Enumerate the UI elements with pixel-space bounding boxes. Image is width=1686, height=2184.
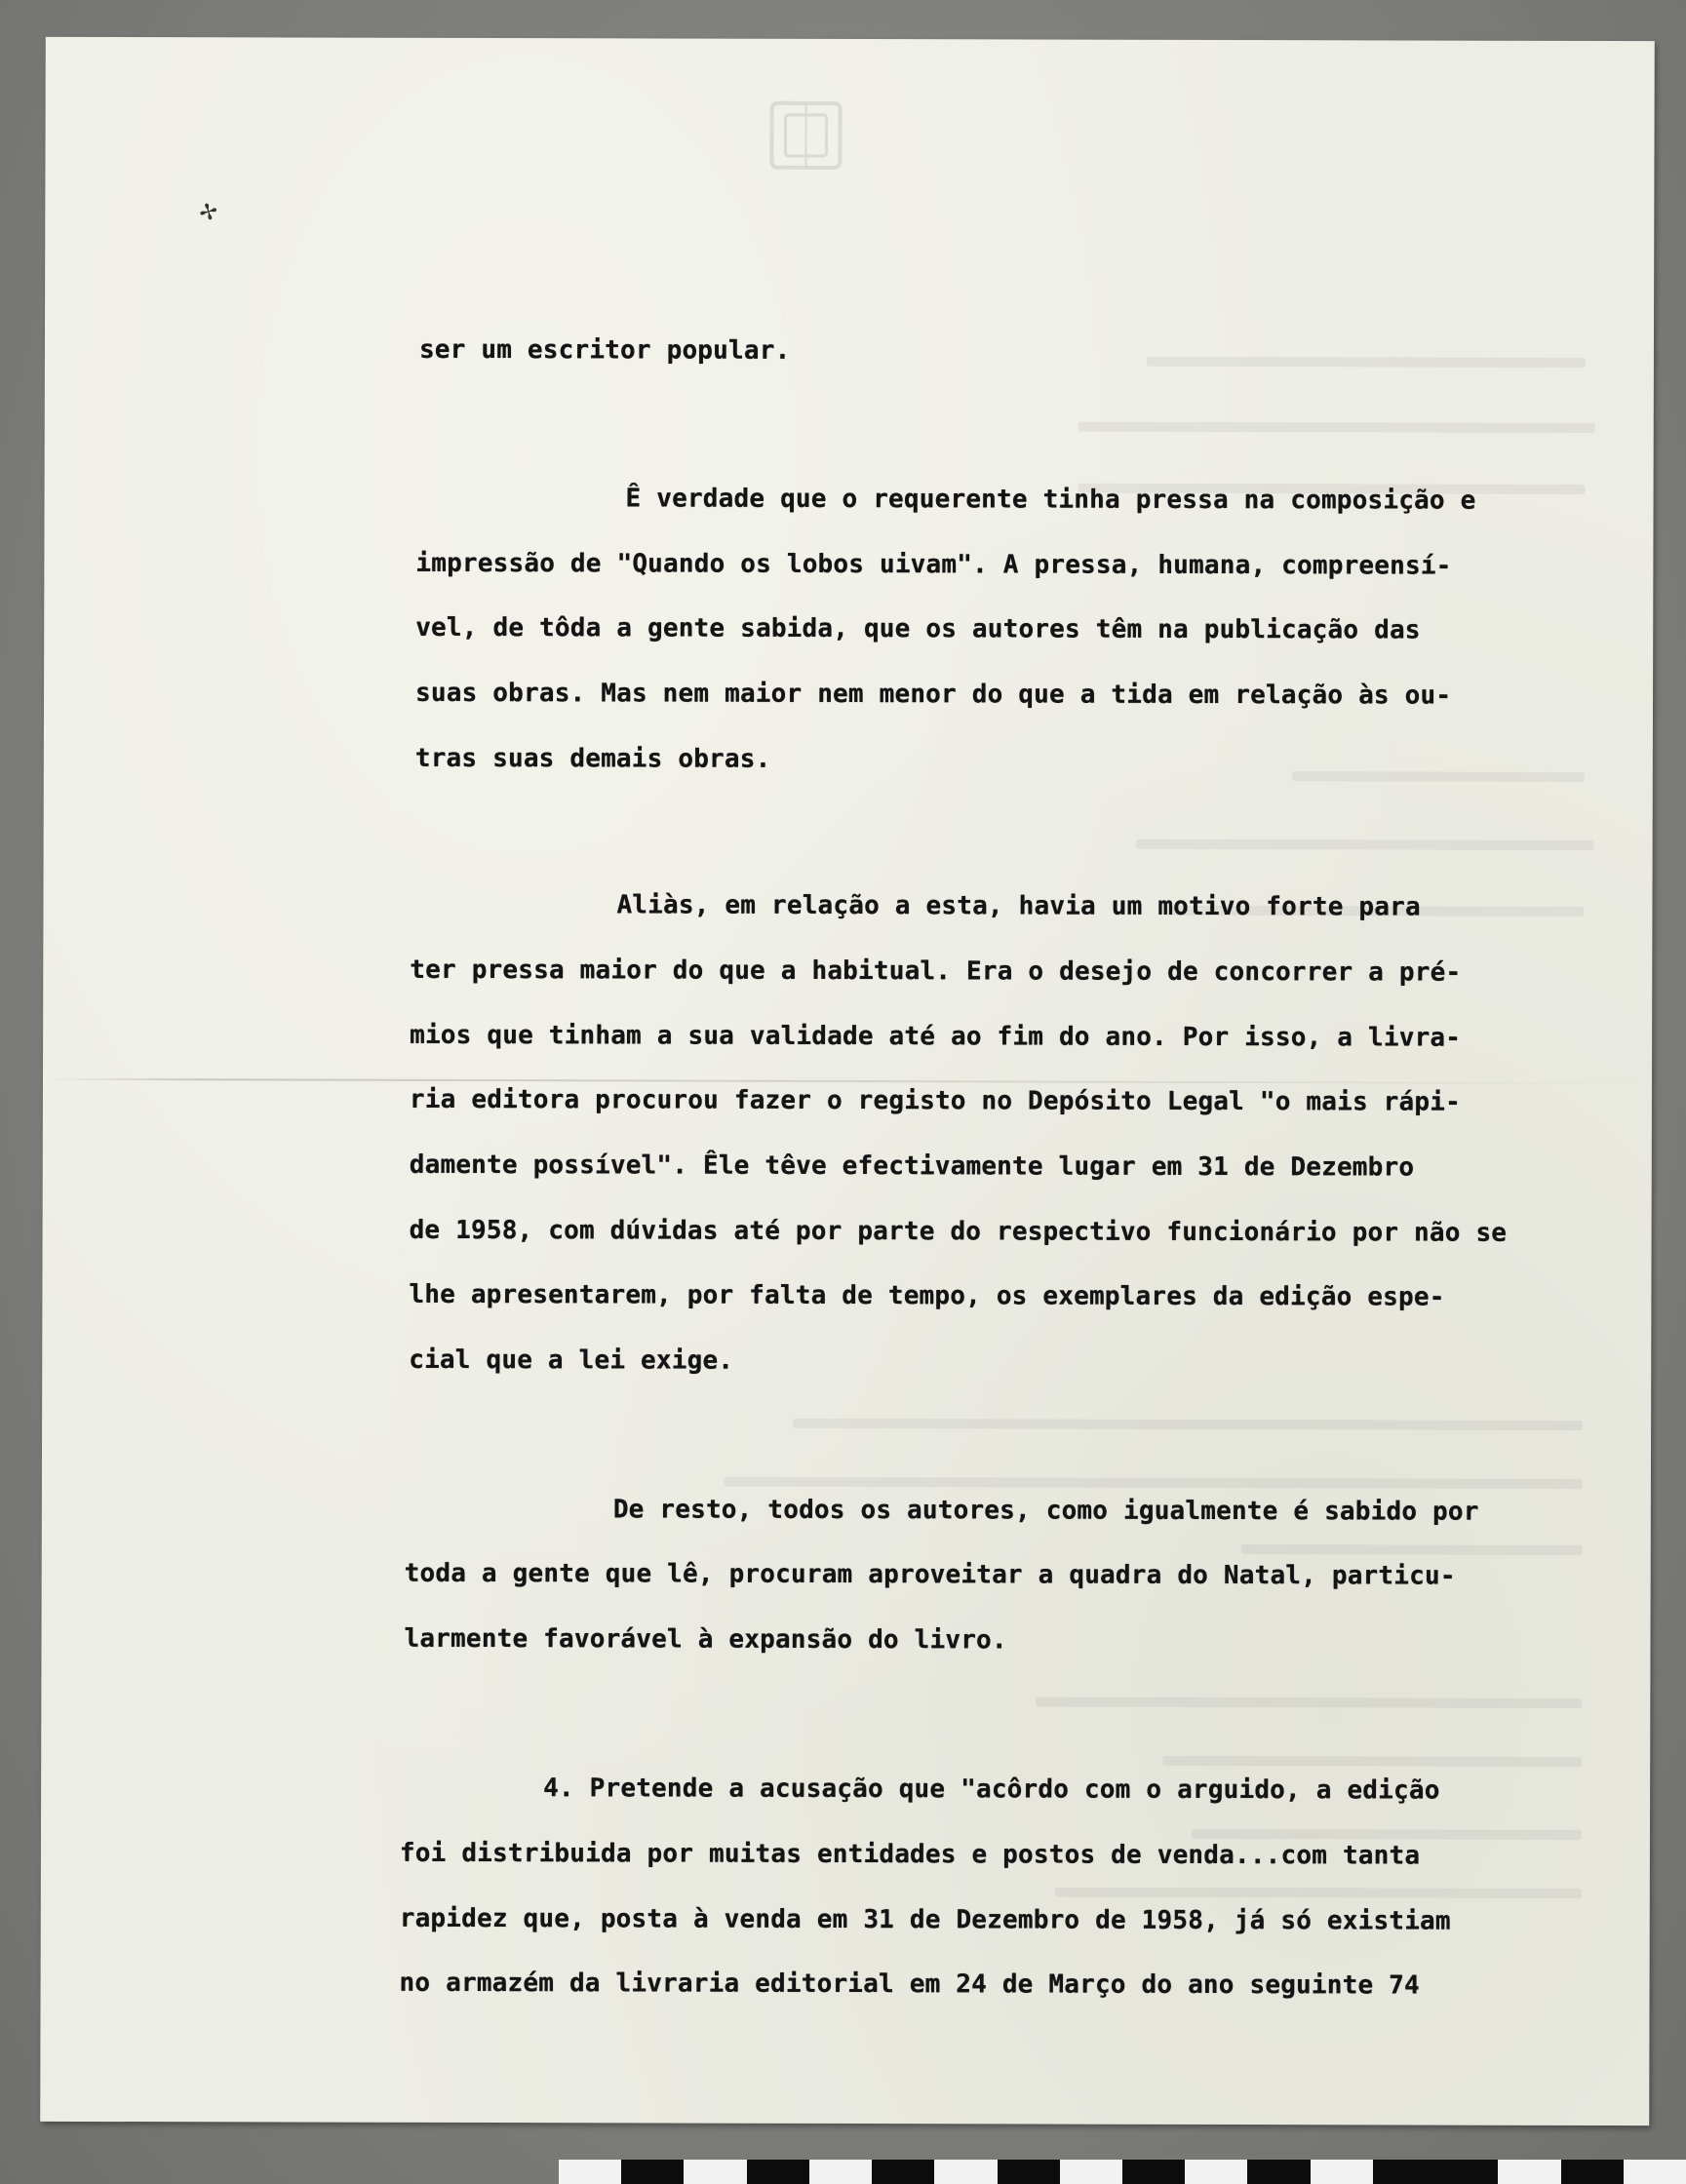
text-line: impressão de "Quando os lobos uivam". A pressa, humana, compreensí- (415, 548, 1452, 581)
text-line: larmente favorável à expansão do livro. (404, 1623, 1007, 1656)
text-line: damente possível". Êle têve efectivamente lugar em 31 de Dezembro (409, 1150, 1415, 1183)
text-line: tras suas demais obras. (414, 743, 771, 774)
text-line: mios que tinham a sua validade até ao fim do ano. Por isso, a livra- (410, 1020, 1462, 1053)
text-line: Aliàs, em relação a esta, havia um motivo forte para (616, 890, 1421, 922)
text-line: cial que a lei exige. (409, 1345, 734, 1376)
text-line: De resto, todos os autores, como igualmente é sabido por (612, 1495, 1479, 1527)
text-line: ter pressa maior do que a habitual. Era o desejo de concorrer a pré- (410, 955, 1462, 988)
text-line: vel, de tôda a gente sabida, que os autores têm na publicação das (415, 612, 1421, 645)
text-line: ria editora procurou fazer o registo no Depósito Legal "o mais rápi- (409, 1084, 1462, 1117)
color-scale-bar (559, 2160, 1686, 2184)
text-line: ser um escritor popular. (418, 334, 791, 366)
text-line: suas obras. Mas nem maior nem menor do que a tida em relação às ou- (415, 678, 1452, 711)
text-line: de 1958, com dúvidas até por parte do respectivo funcionário por não se (409, 1215, 1508, 1248)
text-line: no armazém da livraria editorial em 24 de Março do ano seguinte 74 (399, 1968, 1420, 2001)
document-page (40, 37, 1655, 2126)
text-line: Ê verdade que o requerente tinha pressa na composição e (625, 484, 1476, 516)
text-line: 4. Pretende a acusação que "acôrdo com o arguido, a edição (543, 1774, 1440, 1806)
text-line: toda a gente que lê, procuram aproveitar a quadra do Natal, particu- (404, 1558, 1456, 1591)
handwritten-mark-icon: ✢ (195, 191, 221, 230)
paper-fold-line (43, 1078, 1652, 1084)
text-line: lhe apresentarem, por falta de tempo, os exemplares da edição espe- (409, 1279, 1445, 1312)
embossed-seal-icon (762, 96, 849, 176)
text-line: rapidez que, posta à venda em 31 de Dezembro de 1958, já só existiam (399, 1903, 1451, 1936)
text-line: foi distribuida por muitas entidades e postos de venda...com tanta (399, 1838, 1421, 1871)
